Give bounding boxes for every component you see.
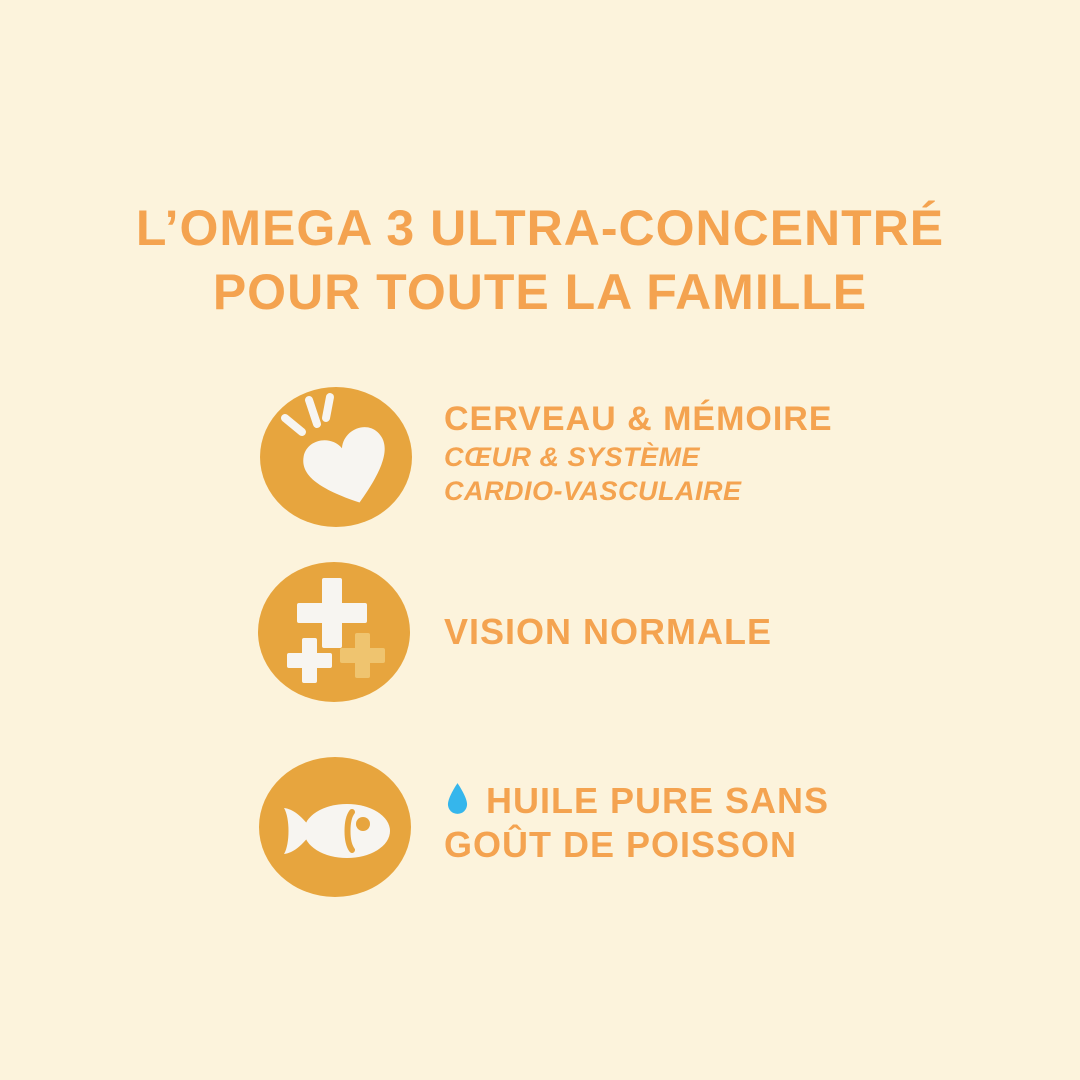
- benefit-title-vision: VISION NORMALE: [444, 611, 773, 652]
- benefit-subtitle-line2: CARDIO-VASCULAIRE: [444, 476, 742, 506]
- benefit-title-huile-pure: [444, 779, 829, 867]
- water-drop-icon: [444, 782, 471, 816]
- fish-icon: [259, 757, 411, 897]
- benefit-title-huile-line1: [444, 779, 829, 823]
- plus-signs-icon: [258, 562, 410, 702]
- page-title-line1: L’OMEGA 3 ULTRA-CONCENTRÉ: [135, 200, 945, 256]
- benefit-title-huile-line2: GOÛT DE POISSON: [444, 824, 798, 865]
- benefit-title-huile-line1-text: HUILE PURE SANS: [486, 780, 830, 821]
- page-title-line2: POUR TOUTE LA FAMILLE: [212, 264, 868, 320]
- benefit-subtitle-line1: CŒUR & SYSTÈME: [444, 442, 701, 472]
- page-title: [0, 196, 1080, 324]
- benefit-title-cerveau-memoire: CERVEAU & MÉMOIRE: [444, 400, 833, 438]
- heart-sparkle-icon: [260, 387, 412, 527]
